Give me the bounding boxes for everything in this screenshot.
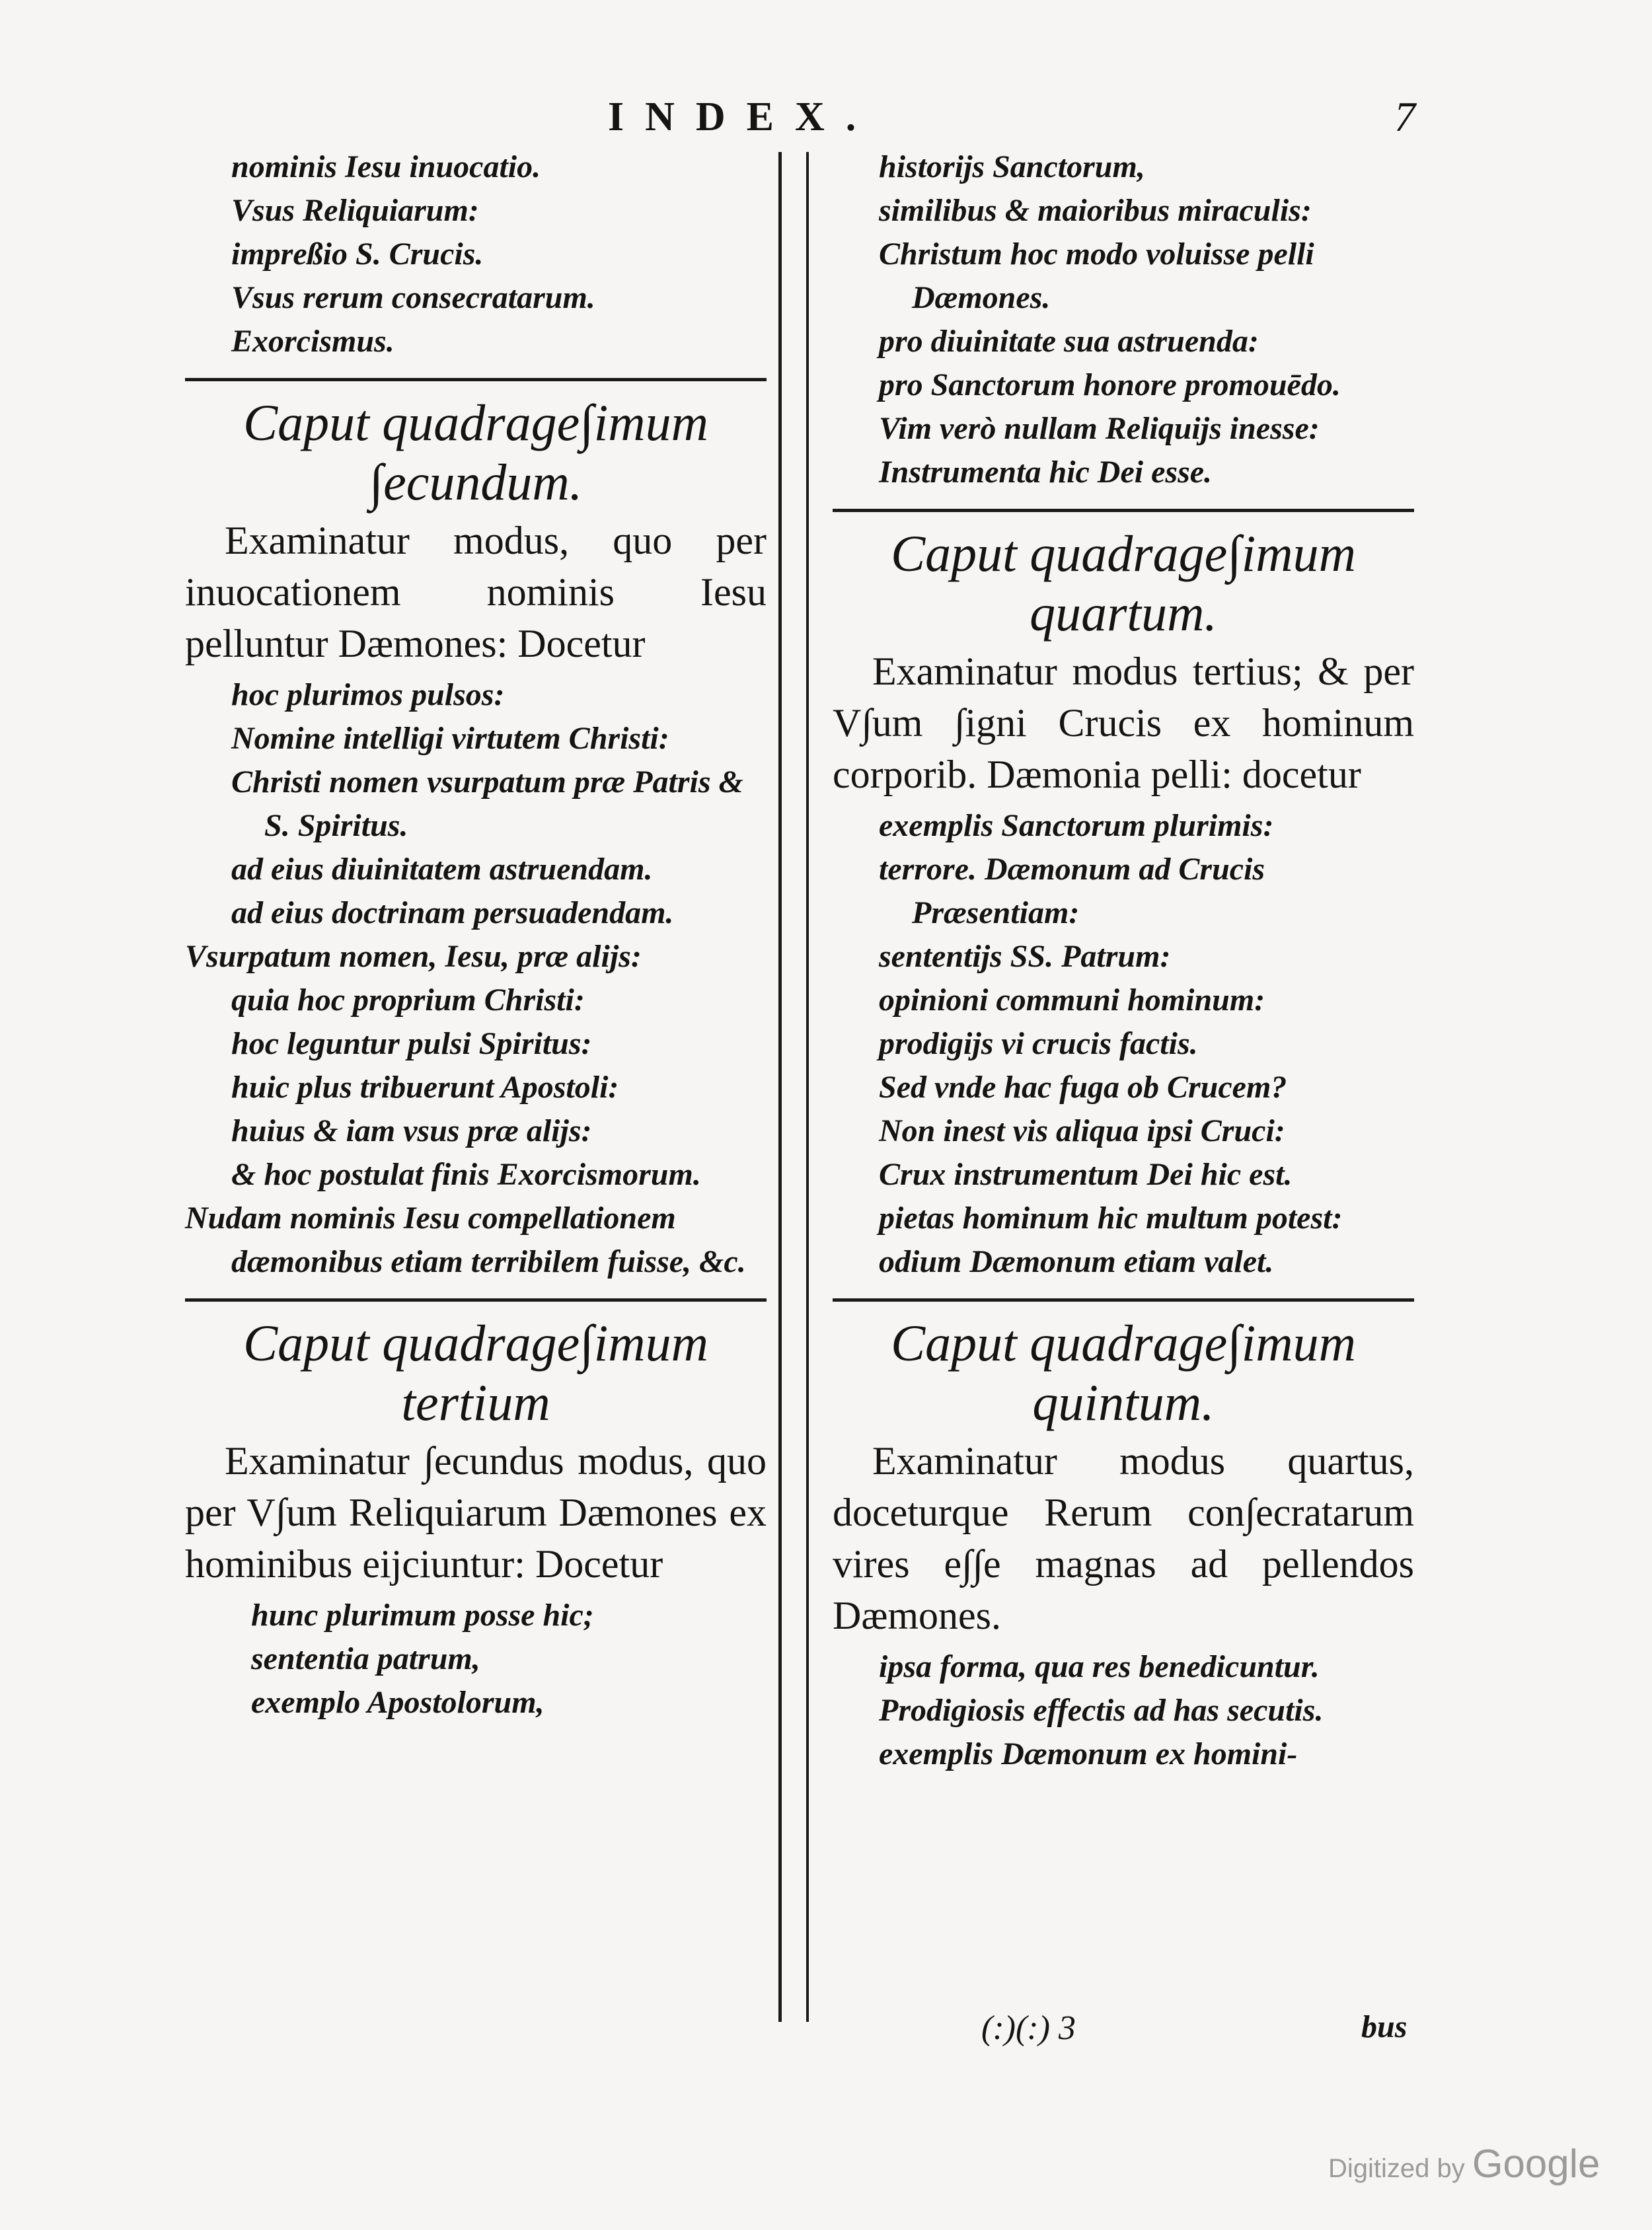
chapter-summary: Examinatur ∫ecundus modus, quo per V∫um Reliquiarum Dæmones ex hominibus eijciuntur: Docetur: [185, 1439, 767, 1586]
index-entry: odium Dæmonum etiam valet.: [879, 1244, 1274, 1279]
section-rule: [185, 378, 767, 381]
index-entry: Vsurpatum nomen, Iesu, præ alijs:: [185, 939, 642, 974]
chapter-45-title: [833, 1314, 1414, 1432]
section-rule: [833, 509, 1414, 512]
index-entry: sententia patrum,: [251, 1641, 480, 1676]
index-entry: Nomine intelligi virtutem Christi:: [231, 721, 669, 756]
index-entry: opinioni communi hominum:: [879, 983, 1265, 1018]
index-entry: terrore. Dæmonum ad Crucis Præsentiam:: [879, 852, 1265, 930]
index-entry: quia hoc proprium Christi:: [231, 983, 585, 1018]
chapter-42-title: [185, 393, 767, 512]
index-entry: Instrumenta hic Dei esse.: [879, 455, 1213, 490]
index-entry: huius & iam vsus præ alijs:: [231, 1113, 592, 1148]
digitization-watermark: [1328, 2141, 1600, 2186]
index-entry: hunc plurimum posse hic;: [251, 1598, 594, 1633]
index-entry: Christi nomen vsurpatum præ Patris & S. Spiritus.: [231, 764, 743, 843]
index-entry: Non inest vis aliqua ipsi Cruci:: [879, 1113, 1285, 1148]
index-entry: similibus & maioribus miraculis:: [879, 193, 1312, 228]
index-entry: hoc plurimos pulsos:: [231, 677, 505, 712]
catchword: bus: [1361, 2009, 1408, 2044]
chapter-title-line: Caput quadrage∫imum: [243, 1314, 708, 1372]
chapter-43-title: [185, 1314, 767, 1432]
left-column: [185, 145, 767, 1725]
page-header-title: INDEX.: [608, 94, 878, 139]
index-entry: sententijs SS. Patrum:: [879, 939, 1171, 974]
index-entry: Nudam nominis Iesu compellationem dæmonibus etiam terribilem fuisse, &c.: [185, 1201, 746, 1279]
index-entry: ipsa forma, qua res benedicuntur.: [879, 1649, 1320, 1684]
index-entry: impreßio S. Crucis.: [231, 237, 484, 272]
chapter-title-line: Caput quadrage∫imum: [891, 1314, 1356, 1372]
right-column: [833, 145, 1414, 1776]
index-entry: Vim verò nullam Reliquijs inesse:: [879, 411, 1320, 446]
index-entry: ad eius doctrinam persuadendam.: [231, 895, 674, 930]
index-entry: & hoc postulat finis Exorcismorum.: [231, 1157, 701, 1192]
index-entry: Vsus rerum consecratarum.: [231, 280, 595, 315]
index-entry: pietas hominum hic multum potest:: [879, 1201, 1343, 1236]
signature-mark: (:)(:) 3: [981, 2009, 1076, 2047]
section-rule: [185, 1298, 767, 1302]
index-entry: hoc leguntur pulsi Spiritus:: [231, 1026, 592, 1061]
chapter-44-title: [833, 524, 1414, 643]
index-entry: exemplis Dæmonum ex homini-: [879, 1736, 1298, 1771]
chapter-title-line: Caput quadrage∫imum: [243, 394, 708, 451]
index-entry: historijs Sanctorum,: [879, 149, 1145, 184]
chapter-summary: Examinatur modus tertius; & per V∫um ∫igni Crucis ex hominum corporib. Dæmonia pelli: docetur: [833, 650, 1414, 796]
index-entry: Sed vnde hac fuga ob Crucem?: [879, 1070, 1287, 1105]
column-divider: [778, 152, 782, 2022]
chapter-title-line: Caput quadrage∫imum: [891, 525, 1356, 582]
chapter-title-line: tertium: [401, 1374, 550, 1431]
index-entry: Christum hoc modo voluisse pelli Dæmones.: [879, 237, 1314, 315]
index-entry: exemplis Sanctorum plurimis:: [879, 808, 1274, 843]
index-entry: Exorcismus.: [231, 324, 394, 359]
watermark-brand: Google: [1472, 2141, 1600, 2186]
index-entry: Vsus Reliquiarum:: [231, 193, 479, 228]
section-rule: [833, 1298, 1414, 1302]
chapter-summary: Examinatur modus, quo per inuocationem nominis Iesu pelluntur Dæmones: Docetur: [185, 519, 767, 665]
page-number: 7: [1394, 93, 1415, 140]
index-entry: pro diuinitate sua astruenda:: [879, 324, 1259, 359]
index-entry: Crux instrumentum Dei hic est.: [879, 1157, 1293, 1192]
chapter-title-line: ∫ecundum.: [369, 453, 583, 511]
chapter-summary: Examinatur modus quartus, doceturque Rerum con∫ecratarum vires e∫∫e magnas ad pellendos Dæmones.: [833, 1439, 1414, 1637]
watermark-prefix: Digitized by: [1328, 2154, 1465, 2183]
index-entry: huic plus tribuerunt Apostoli:: [231, 1070, 619, 1105]
index-entry: nominis Iesu inuocatio.: [231, 149, 541, 184]
index-entry: exemplo Apostolorum,: [251, 1685, 544, 1720]
index-entry: pro Sanctorum honore promouēdo.: [879, 367, 1341, 402]
chapter-title-line: quartum.: [1030, 584, 1217, 642]
chapter-title-line: quintum.: [1032, 1374, 1215, 1431]
index-entry: Prodigiosis effectis ad has secutis.: [879, 1693, 1324, 1728]
column-divider-inner: [806, 152, 809, 2022]
index-entry: prodigijs vi crucis factis.: [879, 1026, 1198, 1061]
index-entry: ad eius diuinitatem astruendam.: [231, 852, 653, 887]
